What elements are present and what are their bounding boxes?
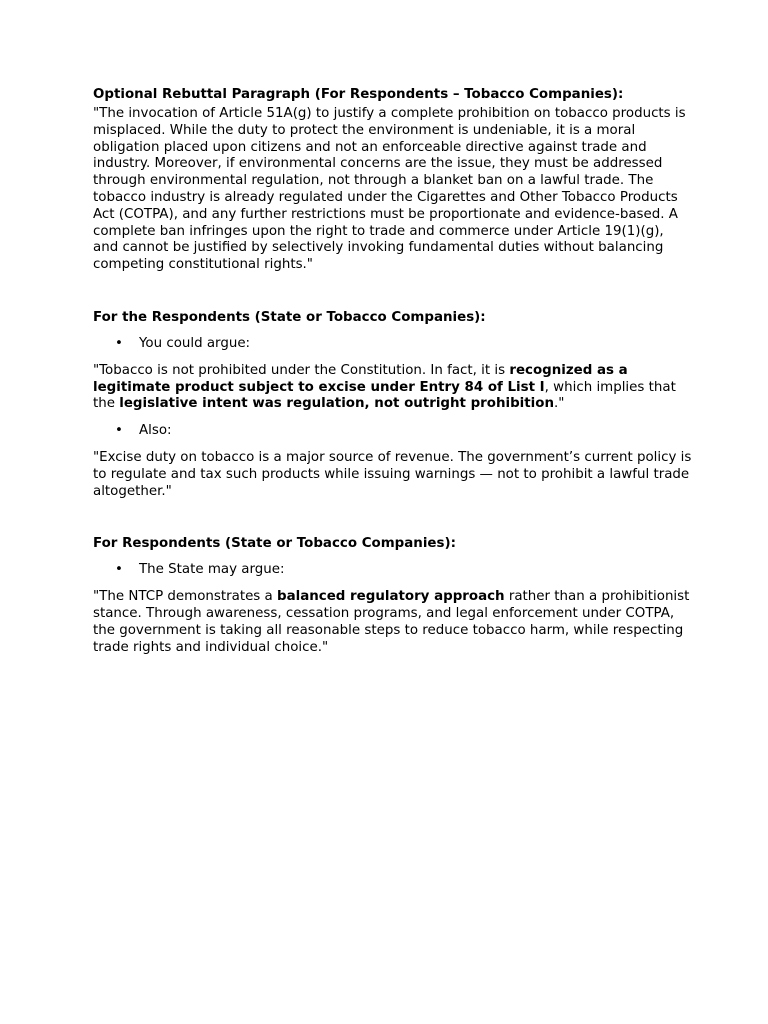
section2-bullet-1: [93, 336, 693, 353]
section2-bullet-2: [93, 423, 693, 440]
section1-heading: Optional Rebuttal Paragraph (For Respondents – Tobacco Companies):: [93, 87, 624, 102]
section1-paragraph: "The invocation of Article 51A(g) to justify a complete prohibition on tobacco products is misplaced. While the duty to protect the environment is undeniable, it is a moral obligation placed upon citizens and not an enforceable directive against trade and industry. Moreover, if environmental concerns are the issue, they must be addressed through environmental regulation, not through a blanket ban on a lawful trade. The tobacco industry is already regulated under the Cigarettes and Other Tobacco Products Act (COTPA), and any further restrictions must be proportionate and evidence-based. A complete ban infringes upon the right to trade and commerce under Article 19(1)(g), and cannot be justified by selectively invoking fundamental duties without balancing competing constitutional rights.": [93, 106, 686, 273]
bullet-dot: •: [115, 423, 123, 439]
section3-bullet-1: [93, 562, 693, 579]
para-text: rather than a prohibitionist stance. Through awareness, cessation programs, and legal enforcement under COTPA, the government is taking all reasonable steps to reduce tobacco harm, while respecting trade rights and individual choice.": [93, 589, 690, 655]
para-text: , which implies that the: [93, 379, 676, 412]
bullet-text: You could argue:: [139, 335, 251, 351]
section3-heading: For Respondents (State or Tobacco Companies):: [93, 536, 456, 552]
para-text: "The NTCP demonstrates a: [93, 589, 277, 605]
bullet-text: The State may argue:: [139, 562, 285, 578]
bullet-text: Also:: [139, 423, 172, 439]
para-bold-text: legislative intent was regulation, not outright prohibition: [119, 396, 554, 412]
para-bold-text: balanced regulatory approach: [277, 589, 505, 605]
section2-heading: For the Respondents (State or Tobacco Companies):: [93, 309, 486, 325]
para-text: "Tobacco is not prohibited under the Constitution. In fact, it is: [93, 362, 510, 378]
para-bold-text: recognized as a legitimate product subject to excise under Entry 84 of List I: [93, 362, 628, 395]
section3-paragraph-1: [93, 589, 693, 656]
section2-paragraph-1: [93, 363, 693, 413]
document-page: [93, 86, 693, 656]
bullet-dot: •: [115, 562, 123, 578]
bullet-dot: •: [115, 335, 123, 351]
para-text: .": [554, 396, 565, 412]
section2-paragraph-2: "Excise duty on tobacco is a major source of revenue. The government’s current policy is to regulate and tax such products while issuing warnings — not to prohibit a lawful trade altogether.": [93, 449, 692, 499]
